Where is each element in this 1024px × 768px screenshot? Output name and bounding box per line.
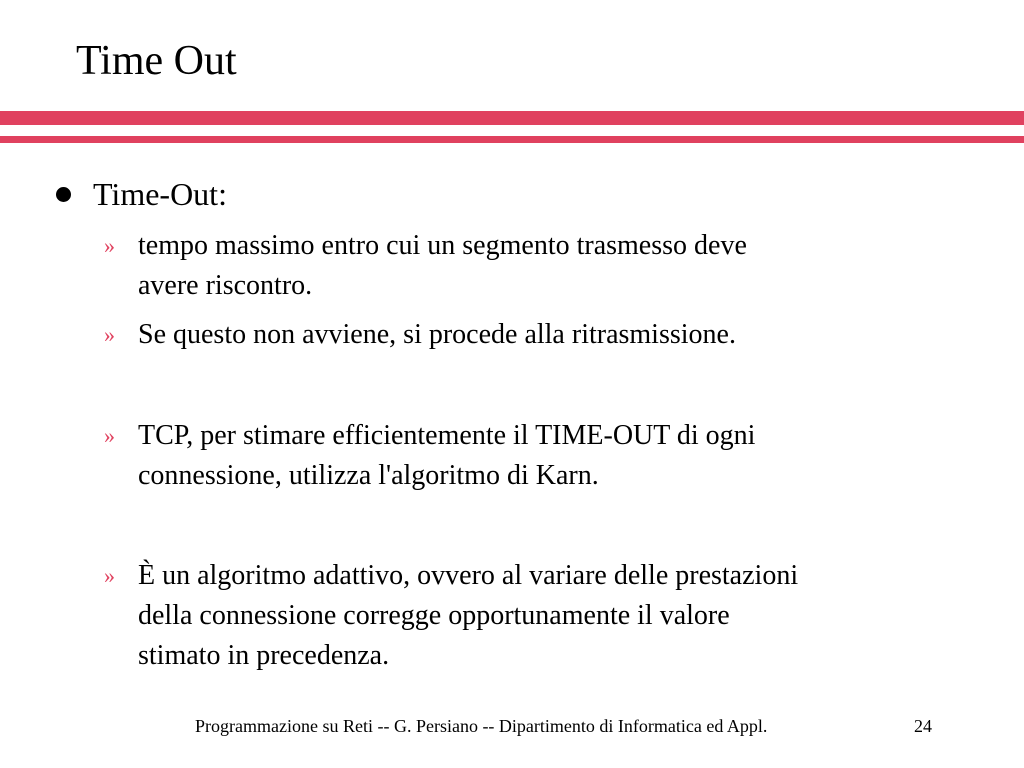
title-rule-thick [0, 111, 1024, 125]
sub-bullet-2 [104, 315, 984, 355]
sub-bullet-text: tempo massimo entro cui un segmento trasmesso deve avere riscontro. [138, 230, 747, 301]
sub-bullet-4 [104, 556, 984, 676]
sub-bullet-marker-icon: » [104, 233, 115, 258]
page-number: 24 [914, 716, 932, 736]
sub-bullet-text: Se questo non avviene, si procede alla ritrasmissione. [138, 319, 736, 350]
slide-title: Time Out [76, 38, 237, 84]
sub-bullet-marker-icon: » [104, 423, 115, 448]
bullet-dot-icon [56, 187, 71, 202]
main-bullet [56, 174, 227, 214]
sub-bullet-marker-icon: » [104, 563, 115, 588]
footer-text: Programmazione su Reti -- G. Persiano -- Dipartimento di Informatica ed Appl. [195, 716, 768, 736]
main-bullet-text: Time-Out: [93, 176, 227, 212]
sub-bullet-3 [104, 416, 984, 496]
sub-bullet-marker-icon: » [104, 322, 115, 347]
sub-bullet-text: TCP, per stimare efficientemente il TIME-OUT di ogni connessione, utilizza l'algoritmo di Karn. [138, 420, 756, 491]
sub-bullet-1 [104, 226, 984, 306]
sub-bullet-text: È un algoritmo adattivo, ovvero al variare delle prestazioni della connessione corregge opportunamente il valore stimato in precedenza. [138, 560, 799, 671]
title-rule-thin [0, 136, 1024, 143]
